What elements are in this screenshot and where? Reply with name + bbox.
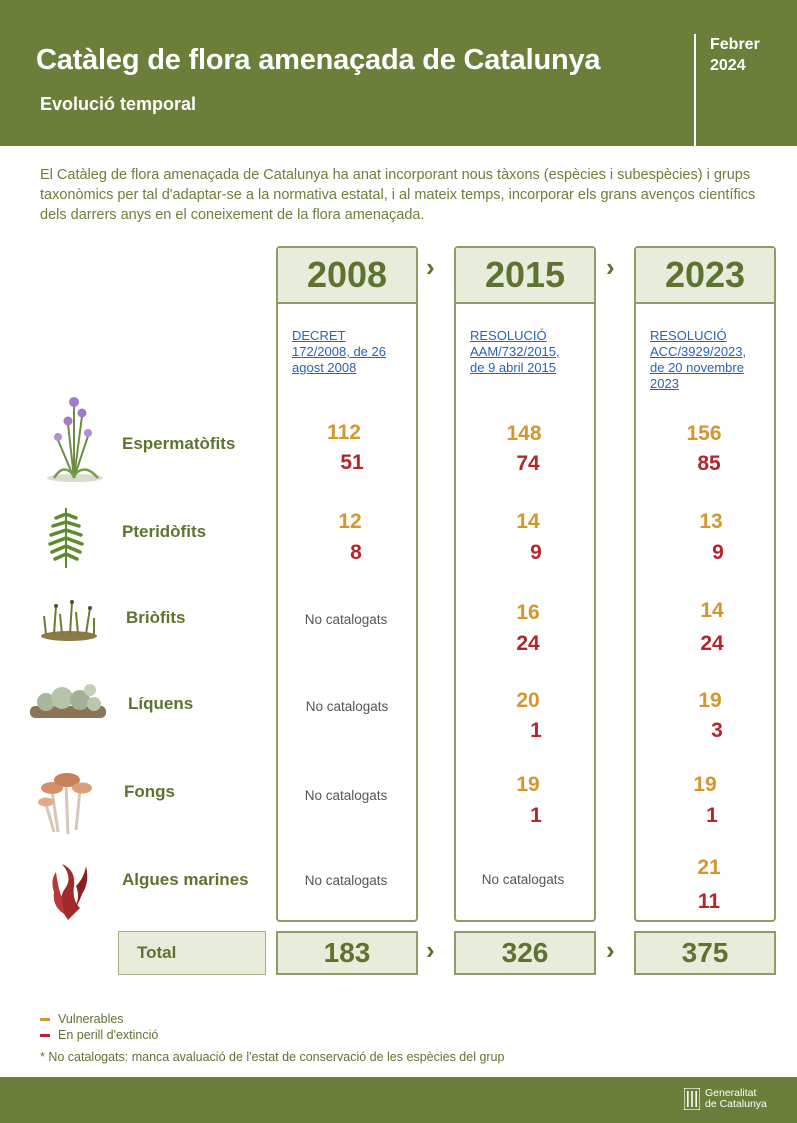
page-title: Catàleg de flora amenaçada de Catalunya — [36, 44, 601, 76]
not-catalogued-text: No catalogats — [304, 788, 388, 803]
extinction-count: 8 — [350, 541, 362, 564]
not-catalogued-text: No catalogats — [304, 612, 388, 627]
lichen-icon — [26, 676, 110, 724]
vulnerable-count: 19 — [516, 773, 540, 796]
total-label: Total — [118, 931, 266, 975]
chevron-right-icon: › — [606, 252, 615, 282]
extinction-count: 9 — [530, 541, 542, 564]
link-line: de 9 abril 2015 — [470, 360, 557, 375]
logo-line: de Catalunya — [705, 1098, 767, 1110]
vulnerable-count: 21 — [697, 856, 721, 879]
generalitat-logo — [684, 1088, 767, 1110]
fern-icon — [46, 504, 86, 570]
link-line: RESOLUCIÓ — [650, 328, 727, 343]
date-month: Febrer — [710, 36, 760, 53]
link-line: AAM/732/2015, — [470, 344, 560, 359]
extinction-count: 74 — [516, 452, 540, 475]
group-label-pteridofits: Pteridòfits — [122, 522, 207, 541]
group-label-espermatofits: Espermatòfits — [122, 434, 236, 453]
column-year: 2008 — [278, 248, 416, 304]
logo-line: Generalitat — [705, 1087, 757, 1099]
link-line: DECRET — [292, 328, 346, 343]
extinction-count: 24 — [700, 632, 724, 655]
legend-extinction — [40, 1028, 158, 1042]
header-date — [710, 34, 760, 76]
link-line: 2023 — [650, 376, 679, 391]
vulnerable-count: 16 — [516, 601, 540, 624]
header-divider — [694, 34, 696, 146]
footer-banner — [0, 1077, 797, 1123]
vulnerable-count: 148 — [506, 422, 542, 445]
total-2015: 326 — [454, 931, 596, 975]
extinction-count: 51 — [340, 451, 364, 474]
vulnerable-count: 19 — [698, 689, 722, 712]
vulnerable-count: 12 — [338, 510, 362, 533]
vulnerable-count: 156 — [686, 422, 722, 445]
decree-link-2008[interactable] — [292, 328, 386, 376]
group-label-briofits: Briòfits — [126, 608, 186, 627]
link-line: de 20 novembre — [650, 360, 744, 375]
vulnerable-count: 13 — [699, 510, 723, 533]
moss-icon — [36, 596, 102, 642]
legend-label: Vulnerables — [58, 1012, 124, 1026]
not-catalogued-text: No catalogats — [305, 699, 389, 714]
vulnerable-count: 14 — [700, 599, 724, 622]
extinction-count: 24 — [516, 632, 540, 655]
column-year: 2023 — [636, 248, 774, 304]
date-year: 2024 — [710, 57, 746, 74]
vulnerable-count: 20 — [516, 689, 540, 712]
page-subtitle: Evolució temporal — [40, 94, 197, 114]
link-line: agost 2008 — [292, 360, 357, 375]
intro-paragraph: El Catàleg de flora amenaçada de Catalunya ha anat incorporant nous tàxons (espècies i subespècies) i grups taxonòmics per tal d'adaptar-se a la normativa estatal, i al mateix temps, incorporar els grans avenços científics dels darrers anys en el coneixement de la flora amenaçada. — [40, 167, 756, 223]
link-line: ACC/3929/2023, — [650, 344, 747, 359]
total-2023: 375 — [634, 931, 776, 975]
link-line: 172/2008, de 26 — [292, 344, 386, 359]
legend-vulnerable — [40, 1012, 124, 1026]
extinction-count: 1 — [530, 719, 542, 742]
not-catalogued-text: No catalogats — [304, 873, 388, 888]
extinction-count: 1 — [706, 804, 718, 827]
chevron-right-icon: › — [426, 935, 435, 965]
resolution-link-2015[interactable] — [470, 328, 560, 376]
extinction-count: 3 — [711, 719, 723, 742]
generalitat-emblem-icon — [684, 1088, 700, 1110]
flowering-plant-icon — [40, 392, 110, 484]
vulnerable-count: 112 — [327, 421, 361, 444]
footnote: * No catalogats: manca avaluació de l'estat de conservació de les espècies del grup — [40, 1050, 505, 1064]
column-year: 2015 — [456, 248, 594, 304]
vulnerable-count: 14 — [516, 510, 540, 533]
extinction-count: 1 — [530, 804, 542, 827]
extinction-count: 85 — [697, 452, 721, 475]
not-catalogued-text: No catalogats — [481, 872, 565, 887]
chevron-right-icon: › — [606, 935, 615, 965]
legend-swatch-vulnerable — [40, 1018, 50, 1021]
legend-swatch-extinction — [40, 1034, 50, 1037]
legend-label: En perill d'extinció — [58, 1028, 159, 1042]
seaweed-icon — [46, 856, 92, 922]
extinction-count: 9 — [712, 541, 724, 564]
resolution-link-2023[interactable] — [650, 328, 746, 392]
vulnerable-count: 19 — [693, 773, 717, 796]
mushroom-icon — [34, 760, 98, 836]
group-label-liquens: Líquens — [128, 694, 194, 713]
chevron-right-icon: › — [426, 252, 435, 282]
extinction-count: 11 — [697, 890, 721, 913]
column-2008 — [276, 246, 418, 922]
group-label-fongs: Fongs — [124, 782, 175, 801]
link-line: RESOLUCIÓ — [470, 328, 547, 343]
group-label-algues: Algues marines — [122, 870, 249, 889]
total-2008: 183 — [276, 931, 418, 975]
